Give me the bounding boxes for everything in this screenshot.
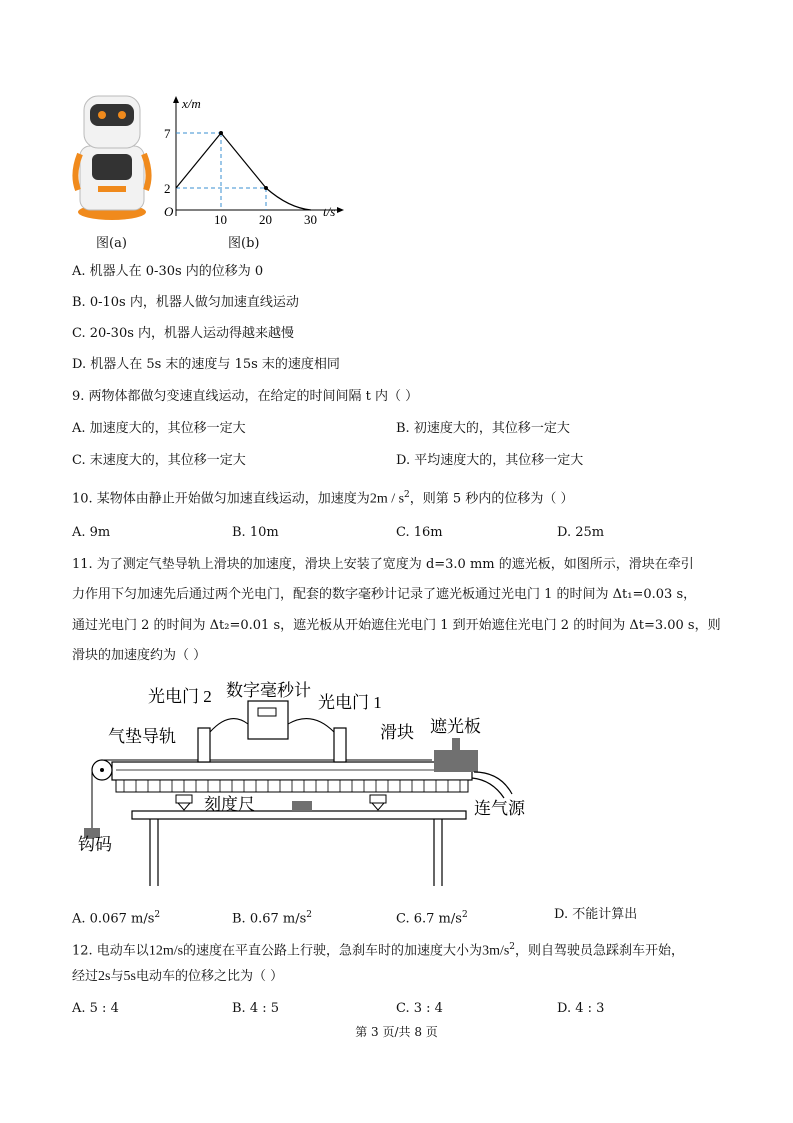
support-right-tip bbox=[372, 803, 384, 810]
origin-label: O bbox=[164, 204, 174, 219]
q12-option-c: C. 3 : 4 bbox=[396, 1001, 443, 1016]
air-track bbox=[112, 762, 472, 780]
q11-option-c-text: C. 6.7 m/s bbox=[396, 911, 462, 927]
q12-t2: 5s bbox=[123, 969, 136, 984]
q10-stem-pre: 10. 某物体由静止开始做匀加速直线运动，加速度为 bbox=[72, 491, 370, 507]
q9-option-c: C. 末速度大的，其位移一定大 bbox=[72, 453, 246, 468]
curve-20-30 bbox=[266, 188, 311, 210]
robot-face bbox=[90, 104, 134, 126]
timer-display bbox=[258, 708, 276, 716]
q12-line1-mid: 的速度在平直公路上行驶，急刹车时的加速度大小为 bbox=[183, 943, 483, 959]
table-top bbox=[132, 811, 466, 819]
q11-option-a-text: A. 0.067 m/s bbox=[72, 911, 155, 927]
label-timer: 数字毫秒计 bbox=[226, 681, 311, 700]
q11-option-a bbox=[72, 906, 160, 928]
wire-left bbox=[210, 719, 248, 732]
caption-b: 图(b) bbox=[228, 236, 260, 251]
position-time-graph bbox=[160, 94, 345, 226]
label-track: 气垫导轨 bbox=[108, 727, 176, 746]
q8-option-a: A. 机器人在 0-30s 内的位移为 0 bbox=[72, 264, 264, 279]
q12-line-2 bbox=[72, 968, 283, 986]
q12-line-1 bbox=[72, 938, 684, 960]
label-gate1: 光电门 1 bbox=[318, 693, 382, 712]
q10-accel-exp: 2 bbox=[404, 490, 410, 500]
q8-option-b: B. 0-10s 内，机器人做匀加速直线运动 bbox=[72, 295, 299, 310]
q12-line2-post: 电动车的位移之比为（ ） bbox=[135, 969, 284, 984]
graph-point bbox=[219, 131, 223, 135]
segment-0-10 bbox=[176, 133, 221, 188]
air-track-diagram bbox=[72, 680, 542, 890]
q11-option-b-text: B. 0.67 m/s bbox=[232, 911, 307, 927]
robot-eye-left bbox=[98, 111, 106, 119]
x-tick-label: 20 bbox=[259, 212, 272, 226]
q10-option-b: B. 10m bbox=[232, 525, 279, 540]
q11-option-b bbox=[232, 906, 312, 928]
q12-line1-post: ，则自驾驶员急踩刹车开始， bbox=[515, 943, 685, 959]
q10-stem bbox=[72, 486, 573, 508]
q9-option-b: B. 初速度大的，其位移一定大 bbox=[396, 421, 570, 436]
support-left bbox=[176, 795, 192, 803]
q12-option-a: A. 5 : 4 bbox=[72, 1001, 119, 1016]
q11-option-a-exp: 2 bbox=[154, 910, 161, 920]
q9-option-a: A. 加速度大的，其位移一定大 bbox=[72, 421, 246, 436]
q8-option-c: C. 20-30s 内，机器人运动得越来越慢 bbox=[72, 326, 295, 341]
slider bbox=[434, 750, 478, 772]
q11-option-d: D. 不能计算出 bbox=[554, 907, 638, 922]
air-hose bbox=[472, 778, 504, 798]
label-weight: 钩码 bbox=[78, 835, 112, 854]
q10-stem-post: ，则第 5 秒内的位移为（ ） bbox=[409, 491, 574, 507]
y-axis-arrow bbox=[173, 96, 179, 103]
support-left-tip bbox=[178, 803, 190, 810]
q10-option-a: A. 9m bbox=[72, 525, 111, 540]
label-slider: 滑块 bbox=[380, 723, 414, 742]
q11-option-c bbox=[396, 906, 468, 928]
robot-badge bbox=[98, 186, 126, 192]
caption-a: 图(a) bbox=[96, 236, 127, 251]
label-air: 连气源 bbox=[474, 799, 525, 818]
q12-option-d: D. 4 : 3 bbox=[557, 1001, 605, 1016]
q9-option-d: D. 平均速度大的，其位移一定大 bbox=[396, 453, 584, 468]
support-center bbox=[292, 801, 312, 811]
digital-timer bbox=[248, 701, 288, 739]
q10-option-c: C. 16m bbox=[396, 525, 443, 540]
q10-accel: 2m / s bbox=[369, 491, 405, 507]
support-right bbox=[370, 795, 386, 803]
photogate-1 bbox=[334, 728, 346, 762]
label-gate2: 光电门 2 bbox=[148, 687, 212, 706]
q12-accel: 3m/s bbox=[482, 943, 510, 959]
q9-stem: 9. 两物体都做匀变速直线运动，在给定的时间间隔 t 内（ ） bbox=[72, 389, 419, 404]
q12-line2-mid: 与 bbox=[110, 969, 124, 984]
q12-speed: 12m/s bbox=[148, 943, 184, 959]
q11-line-2: 力作用下匀加速先后通过两个光电门，配套的数字毫秒计记录了遮光板通过光电门 1 的时间为 Δt₁=0.03 s， bbox=[72, 587, 697, 602]
robot-screen bbox=[92, 154, 132, 180]
photogate-2 bbox=[198, 728, 210, 762]
robot-eye-right bbox=[118, 111, 126, 119]
q12-accel-exp: 2 bbox=[509, 942, 516, 952]
page-footer: 第 3 页/共 8 页 bbox=[355, 1025, 438, 1039]
q11-line-3: 通过光电门 2 的时间为 Δt₂=0.01 s，遮光板从开始遮住光电门 1 到开始遮住光电门 2 的时间为 Δt=3.00 s，则 bbox=[72, 618, 721, 633]
y-tick-label: 7 bbox=[164, 126, 171, 141]
label-shade: 遮光板 bbox=[430, 717, 481, 736]
robot-arm-left bbox=[75, 154, 80, 190]
q12-option-b: B. 4 : 5 bbox=[232, 1001, 280, 1016]
x-axis-arrow bbox=[337, 207, 344, 213]
q11-line-1: 11. 为了测定气垫导轨上滑块的加速度，滑块上安装了宽度为 d=3.0 mm 的遮光板，如图所示，滑块在牵引 bbox=[72, 557, 694, 572]
graph-point bbox=[264, 186, 268, 190]
shade-plate bbox=[452, 738, 460, 750]
q11-option-c-exp: 2 bbox=[461, 910, 468, 920]
x-tick-label: 30 bbox=[304, 212, 317, 226]
q11-line-4: 滑块的加速度约为（ ） bbox=[72, 648, 207, 663]
q12-line2-pre: 经过 bbox=[72, 969, 99, 984]
y-tick-label: 2 bbox=[164, 181, 171, 196]
x-axis-label: t/s bbox=[323, 204, 336, 219]
x-tick-label: 10 bbox=[214, 212, 227, 226]
q12-line1-pre: 12. 电动车以 bbox=[72, 943, 149, 959]
q10-option-d: D. 25m bbox=[557, 525, 605, 540]
q11-option-b-exp: 2 bbox=[306, 910, 313, 920]
segment-10-20 bbox=[221, 133, 266, 188]
label-scale: 刻度尺 bbox=[204, 795, 255, 814]
graph-marks bbox=[164, 126, 317, 226]
q8-option-d: D. 机器人在 5s 末的速度与 15s 末的速度相同 bbox=[72, 357, 340, 372]
robot-figure bbox=[72, 94, 152, 224]
wire-right bbox=[288, 719, 334, 732]
y-axis-label: x/m bbox=[182, 96, 201, 111]
robot-arm-right bbox=[144, 154, 149, 190]
q12-t1: 2s bbox=[98, 969, 111, 984]
